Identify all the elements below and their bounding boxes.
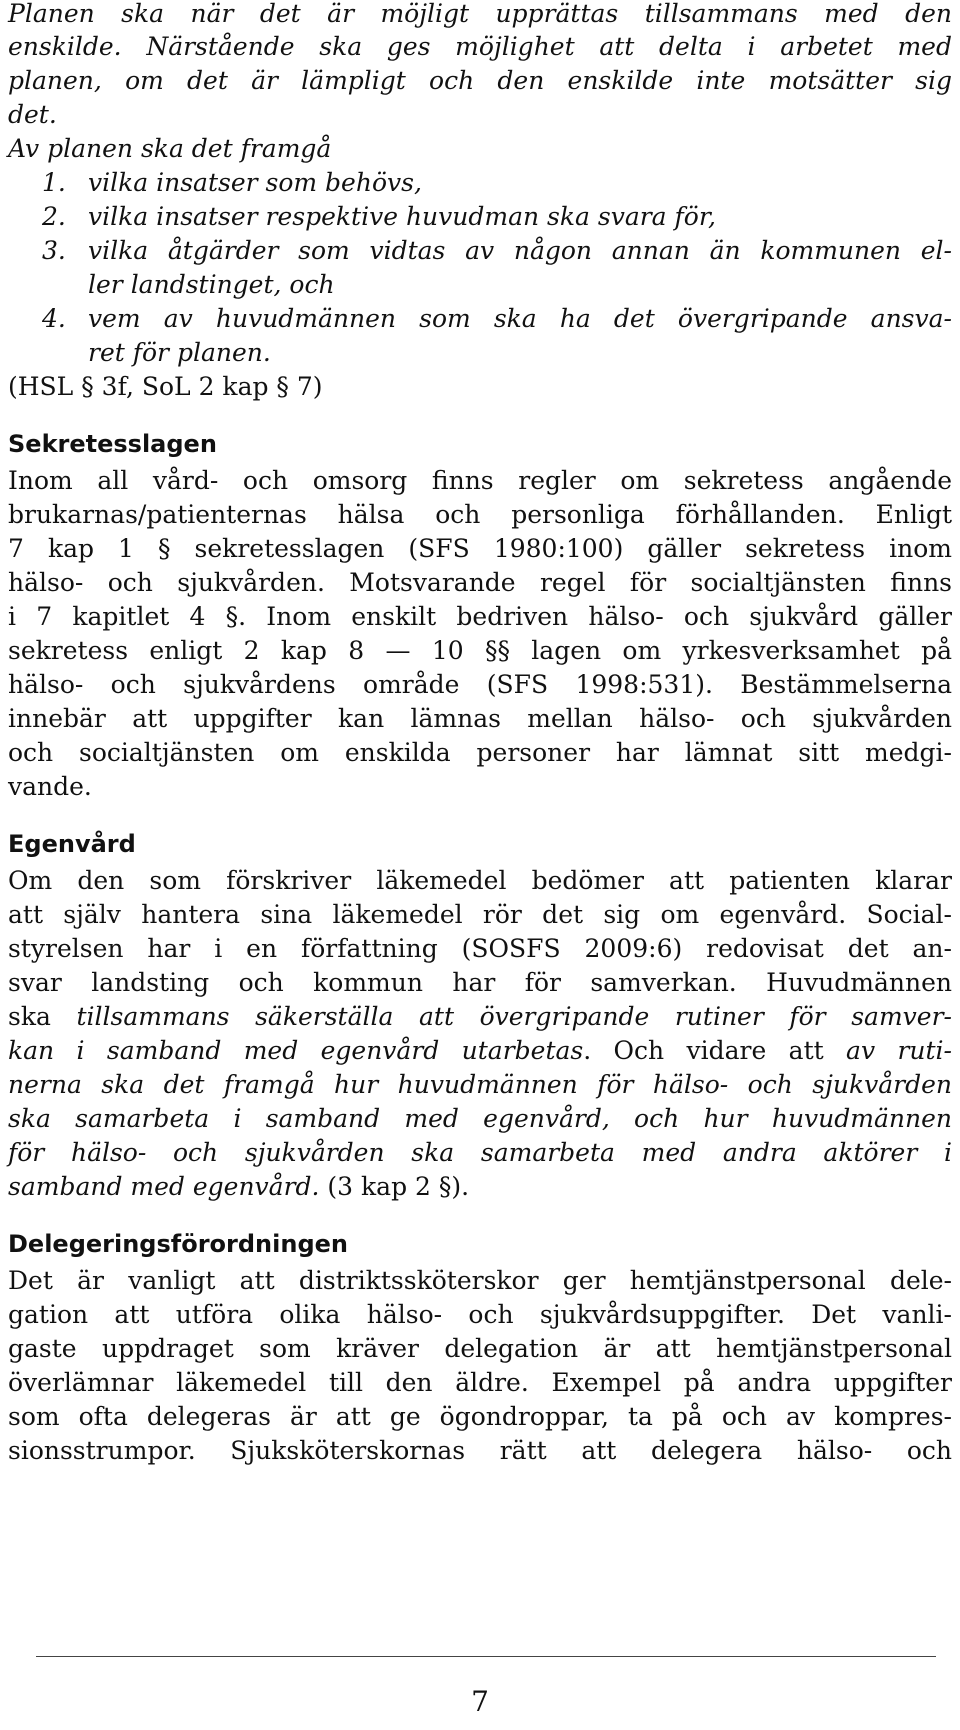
paragraph-line: brukarnas/patienternas hälsa och personliga förhållanden. Enligt (8, 500, 952, 529)
list-item-number: 3. (42, 236, 66, 265)
list-item: vilka åtgärder som vidtas av någon annan än kommunen el- (88, 236, 952, 265)
paragraph-line: att själv hantera sina läkemedel rör det sig om egenvård. Social- (8, 900, 952, 929)
intro-line: det. (8, 100, 57, 129)
footer-rule (36, 1656, 936, 1657)
list-item: vilka insatser som behövs, (88, 168, 422, 197)
list-item: vem av huvudmännen som ska ha det övergripande ansva- (88, 304, 952, 333)
list-item-number: 4. (42, 304, 66, 333)
intro-line: enskilde. Närstående ska ges möjlighet att delta i arbetet med (8, 32, 952, 61)
section-heading: Delegeringsförordningen (8, 1230, 348, 1258)
paragraph-line: svar landsting och kommun har för samverkan. Huvudmännen (8, 968, 952, 997)
paragraph-line: som ofta delegeras är att ge ögondroppar, ta på och av kompres- (8, 1402, 952, 1431)
emphasis-text: tillsammans säkerställa att övergripande rutiner för samver- (76, 1002, 952, 1031)
paragraph-line: Det är vanligt att distriktssköterskor ger hemtjänstpersonal dele- (8, 1266, 952, 1295)
paragraph-line: samband med egenvård. (3 kap 2 §). (8, 1172, 470, 1201)
paragraph-line: innebär att uppgifter kan lämnas mellan hälso- och sjukvården (8, 704, 952, 733)
paragraph-line: och socialtjänsten om enskilda personer har lämnat sitt medgi- (8, 738, 952, 767)
section-heading: Egenvård (8, 830, 136, 858)
paragraph-line: Inom all vård- och omsorg finns regler om sekretess angående (8, 466, 952, 495)
paragraph-line: styrelsen har i en författning (SOSFS 2009:6) redovisat det an- (8, 934, 952, 963)
plan-list-lead: Av planen ska det framgå (8, 134, 332, 163)
paragraph-line: Om den som förskriver läkemedel bedömer att patienten klarar (8, 866, 952, 895)
list-item-number: 1. (42, 168, 66, 197)
intro-line: Planen ska när det är möjligt upprättas tillsammans med den (8, 0, 952, 28)
paragraph-line: kan i samband med egenvård utarbetas. Och vidare att av ruti- (8, 1036, 952, 1065)
list-item-number: 2. (42, 202, 66, 231)
paragraph-line: för hälso- och sjukvården ska samarbeta med andra aktörer i (8, 1138, 952, 1167)
section-heading: Sekretesslagen (8, 430, 217, 458)
paragraph-line: sekretess enligt 2 kap 8 — 10 §§ lagen om yrkesverksamhet på (8, 636, 952, 665)
paragraph-line: hälso- och sjukvården. Motsvarande regel för socialtjänsten finns (8, 568, 952, 597)
paragraph-line: överlämnar läkemedel till den äldre. Exempel på andra uppgifter (8, 1368, 952, 1397)
paragraph-line: hälso- och sjukvårdens område (SFS 1998:531). Bestämmelserna (8, 670, 952, 699)
paragraph-line: ska samarbeta i samband med egenvård, och hur huvudmännen (8, 1104, 952, 1133)
paragraph-line: vande. (8, 772, 92, 801)
paragraph-line: ska tillsammans säkerställa att övergripande rutiner för samver- (8, 1002, 952, 1031)
emphasis-text: kan i samband med egenvård utarbetas (8, 1036, 584, 1065)
list-item-continuation: ler landstinget, och (88, 270, 335, 299)
paragraph-line: nerna ska det framgå hur huvudmännen för hälso- och sjukvården (8, 1070, 952, 1099)
list-item-continuation: ret för planen. (88, 338, 271, 367)
paragraph-line: sionsstrumpor. Sjuksköterskornas rätt att delegera hälso- och (8, 1436, 952, 1465)
page-number: 7 (471, 1685, 489, 1718)
law-reference: (HSL § 3f, SoL 2 kap § 7) (8, 372, 323, 401)
intro-line: planen, om det är lämpligt och den enskilde inte motsätter sig (8, 66, 952, 95)
paragraph-line: 7 kap 1 § sekretesslagen (SFS 1980:100) gäller sekretess inom (8, 534, 952, 563)
paragraph-line: gaste uppdraget som kräver delegation är att hemtjänstpersonal (8, 1334, 952, 1363)
paragraph-line: i 7 kapitlet 4 §. Inom enskilt bedriven hälso- och sjukvård gäller (8, 602, 952, 631)
list-item: vilka insatser respektive huvudman ska svara för, (88, 202, 716, 231)
emphasis-text: samband med egenvård. (8, 1172, 320, 1201)
paragraph-line: gation att utföra olika hälso- och sjukvårdsuppgifter. Det vanli- (8, 1300, 952, 1329)
emphasis-text: av ruti- (846, 1036, 952, 1065)
